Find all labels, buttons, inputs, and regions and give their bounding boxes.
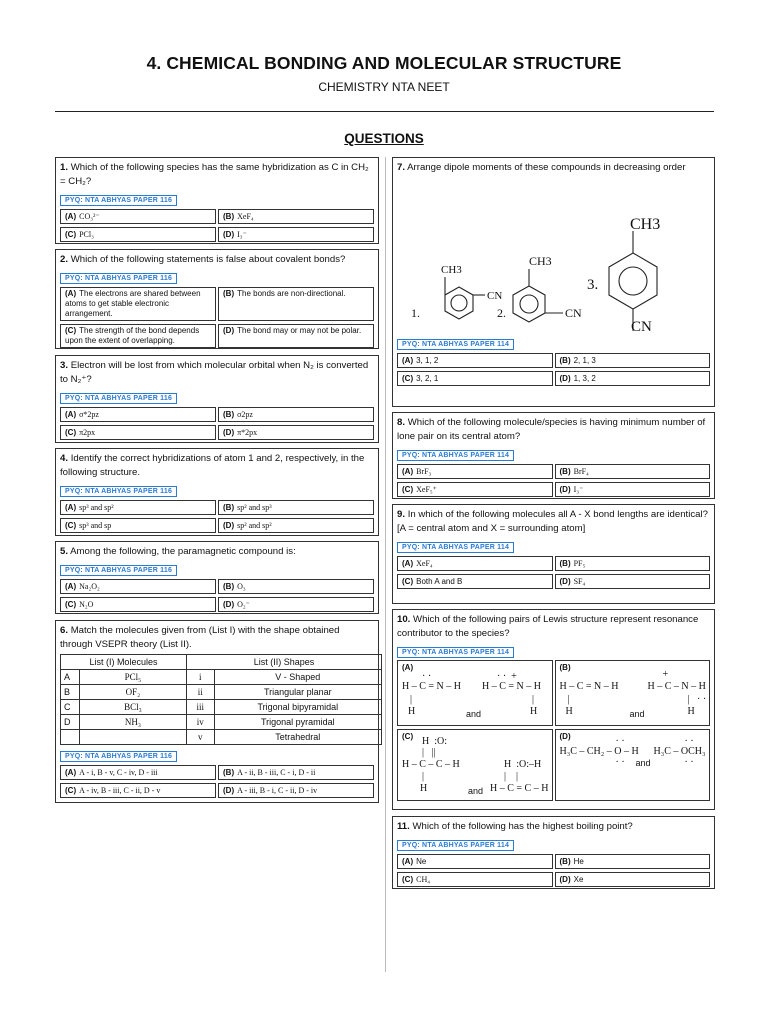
option-b[interactable]: (B) σ2pz: [218, 407, 374, 422]
match-table: [60, 654, 382, 745]
question-text: Identify the correct hybridizations of atom 1 and 2, respectively, in the following structure.: [60, 453, 365, 478]
question-11: [392, 816, 715, 889]
table-row: v Tetrahedral: [61, 730, 382, 745]
question-number: 3.: [60, 360, 69, 371]
option-b[interactable]: (B) He: [555, 854, 711, 869]
option-a[interactable]: (A) · · H – C = N – H | H · · + H – C = N – H | H and: [397, 660, 553, 726]
options: [397, 464, 710, 497]
benzene-ring-1: [445, 287, 473, 319]
option-a[interactable]: (A) BrF₃: [397, 464, 553, 479]
option-b[interactable]: (B) 2, 1, 3: [555, 353, 711, 368]
option-c[interactable]: (C) Both A and B: [397, 574, 553, 589]
option-d[interactable]: (D) Xe: [555, 872, 711, 887]
option-c[interactable]: (C) H :O: | || H – C – C – H | H H :O:–H | | H – C = C – H and: [397, 729, 553, 801]
option-b[interactable]: (B) sp² and sp³: [218, 500, 374, 515]
page-subtitle: CHEMISTRY NTA NEET: [318, 80, 450, 94]
options: [60, 209, 374, 242]
header-divider: [55, 111, 714, 112]
benzene-ring-3: [609, 253, 657, 309]
question-4: [55, 448, 379, 536]
question-text: Electron will be lost from which molecular orbital when N₂ is converted to N₂⁺?: [60, 360, 369, 385]
question-text: In which of the following molecules all A - X bond lengths are identical?: [407, 509, 708, 520]
question-6: [55, 620, 379, 803]
option-c[interactable]: (C) N₂O: [60, 597, 216, 612]
question-text: Which of the following species has the same hybridization as C in CH₂ = CH₂?: [60, 162, 369, 187]
option-c[interactable]: (C) The strength of the bond depends upon the extent of overlapping.: [60, 324, 216, 348]
option-c[interactable]: (C) 3, 2, 1: [397, 371, 553, 386]
question-number: 1.: [60, 162, 69, 173]
question-7: [392, 157, 715, 407]
question-number: 4.: [60, 453, 69, 464]
list-i-header: List (I) Molecules: [61, 655, 187, 670]
option-a[interactable]: (A) 3, 1, 2: [397, 353, 553, 368]
question-3: [55, 355, 379, 443]
option-c[interactable]: (C) π2px: [60, 425, 216, 440]
option-d[interactable]: (D) O₂⁻: [218, 597, 374, 612]
question-note: [A = central atom and X = surrounding atom]: [397, 523, 586, 534]
pyq-badge: PYQ: NTA ABHYAS PAPER 116: [60, 751, 177, 762]
option-d[interactable]: (D) 1, 3, 2: [555, 371, 711, 386]
question-1: [55, 157, 379, 244]
option-c[interactable]: (C) PCl₃: [60, 227, 216, 242]
table-row: B OF₂ ii Triangular planar: [61, 685, 382, 700]
question-number: 6.: [60, 625, 69, 636]
option-a[interactable]: (A) XeF₄: [397, 556, 553, 571]
pyq-badge: PYQ: NTA ABHYAS PAPER 116: [60, 273, 177, 284]
table-row: C BCl₃ iii Trigonal bipyramidal: [61, 700, 382, 715]
pyq-badge: PYQ: NTA ABHYAS PAPER 114: [397, 542, 514, 553]
question-text: Which of the following statements is false about covalent bonds?: [70, 254, 346, 265]
question-number: 8.: [397, 417, 406, 428]
options: [60, 579, 374, 612]
option-b[interactable]: (B) XeF₄: [218, 209, 374, 224]
option-a[interactable]: (A) CO₃²⁻: [60, 209, 216, 224]
question-9: [392, 504, 715, 604]
option-d[interactable]: (D) A - iii, B - i, C - ii, D - iv: [218, 783, 374, 798]
option-b[interactable]: (B) A - ii, B - iii, C - i, D - ii: [218, 765, 374, 780]
option-a[interactable]: (A) Na₂O₂: [60, 579, 216, 594]
table-header-row: [61, 655, 382, 670]
ch3-label-3: CH3: [630, 216, 661, 233]
pyq-badge: PYQ: NTA ABHYAS PAPER 114: [397, 647, 514, 658]
label-1: 1.: [411, 306, 420, 320]
label-2: 2.: [497, 306, 506, 320]
cn-label-3: CN: [631, 319, 652, 333]
option-d[interactable]: (D) sp² and sp²: [218, 518, 374, 533]
option-a[interactable]: (A) σ*2pz: [60, 407, 216, 422]
option-b[interactable]: (B) O₃: [218, 579, 374, 594]
question-number: 9.: [397, 509, 406, 520]
question-text: Which of the following pairs of Lewis structure represent resonance contributor to the species?: [397, 614, 699, 639]
question-number: 11.: [397, 821, 410, 832]
option-d[interactable]: (D) I₃⁻: [218, 227, 374, 242]
question-2: [55, 249, 379, 349]
pyq-badge: PYQ: NTA ABHYAS PAPER 116: [60, 486, 177, 497]
option-c[interactable]: (C) CH₄: [397, 872, 553, 887]
cn-label-1: CN: [487, 290, 503, 302]
column-divider: [385, 157, 386, 972]
table-row: A PCl₅ i V - Shaped: [61, 670, 382, 685]
option-d[interactable]: (D) SF₄: [555, 574, 711, 589]
label-3: 3.: [587, 277, 599, 293]
cn-label-2: CN: [565, 306, 582, 320]
pyq-badge: PYQ: NTA ABHYAS PAPER 114: [397, 450, 514, 461]
question-number: 10.: [397, 614, 411, 625]
table-row: D NH₃ iv Trigonal pyramidal: [61, 715, 382, 730]
section-heading: QUESTIONS: [344, 131, 424, 146]
pyq-badge: PYQ: NTA ABHYAS PAPER 114: [397, 840, 514, 851]
option-a[interactable]: (A) sp³ and sp²: [60, 500, 216, 515]
option-c[interactable]: (C) sp³ and sp: [60, 518, 216, 533]
page-title: 4. CHEMICAL BONDING AND MOLECULAR STRUCTURE: [146, 53, 622, 73]
option-d[interactable]: (D) π*2px: [218, 425, 374, 440]
options: [60, 765, 374, 798]
option-b[interactable]: (B) PF₅: [555, 556, 711, 571]
pyq-badge: PYQ: NTA ABHYAS PAPER 114: [397, 339, 514, 350]
pyq-badge: PYQ: NTA ABHYAS PAPER 116: [60, 393, 177, 404]
option-a[interactable]: (A) Ne: [397, 854, 553, 869]
question-number: 5.: [60, 546, 69, 557]
question-8: [392, 412, 715, 499]
dipole-structures-figure: [397, 177, 711, 333]
question-10: [392, 609, 715, 810]
question-text: Which of the following has the highest boiling point?: [412, 821, 633, 832]
options: [60, 500, 374, 533]
options: [60, 287, 374, 348]
question-number: 2.: [60, 254, 69, 265]
options: [60, 407, 374, 440]
question-text: Match the molecules given from (List I) with the shape obtained through VSEPR theory (List II).: [60, 625, 340, 650]
options: [397, 854, 710, 887]
option-a[interactable]: (A) The electrons are shared between atoms to get stable electronic arrangement.: [60, 287, 216, 321]
option-a[interactable]: (A) A - i, B - v, C - iv, D - iii: [60, 765, 216, 780]
option-b[interactable]: (B) The bonds are non-directional.: [218, 287, 374, 321]
benzene-ring-2: [513, 286, 545, 322]
options: [397, 556, 710, 589]
option-c[interactable]: (C) XeF₅⁺: [397, 482, 553, 497]
question-text: Arrange dipole moments of these compounds in decreasing order: [407, 162, 686, 173]
question-text: Among the following, the paramagnetic compound is:: [70, 546, 296, 557]
ch3-label-1: CH3: [441, 264, 462, 276]
option-b[interactable]: (B) H – C = N – H | H + H – C – N – H | · · H and: [555, 660, 711, 726]
pyq-badge: PYQ: NTA ABHYAS PAPER 116: [60, 565, 177, 576]
list-ii-header: List (II) Shapes: [186, 655, 381, 670]
options: [397, 353, 710, 386]
option-c[interactable]: (C) A - iv, B - iii, C - ii, D - v: [60, 783, 216, 798]
question-5: [55, 541, 379, 614]
pyq-badge: PYQ: NTA ABHYAS PAPER 116: [60, 195, 177, 206]
option-d[interactable]: (D) The bond may or may not be polar.: [218, 324, 374, 348]
question-number: 7.: [397, 162, 406, 173]
question-text: Which of the following molecule/species is having minimum number of lone pair on its central atom?: [397, 417, 706, 442]
ch3-label-2: CH3: [529, 254, 552, 268]
option-d[interactable]: (D) I₃⁻: [555, 482, 711, 497]
option-b[interactable]: (B) BrF₄: [555, 464, 711, 479]
option-d[interactable]: (D) · · H₃C – CH₂ – O – H · · · · H₃C – OCH₃ · · and: [555, 729, 711, 801]
